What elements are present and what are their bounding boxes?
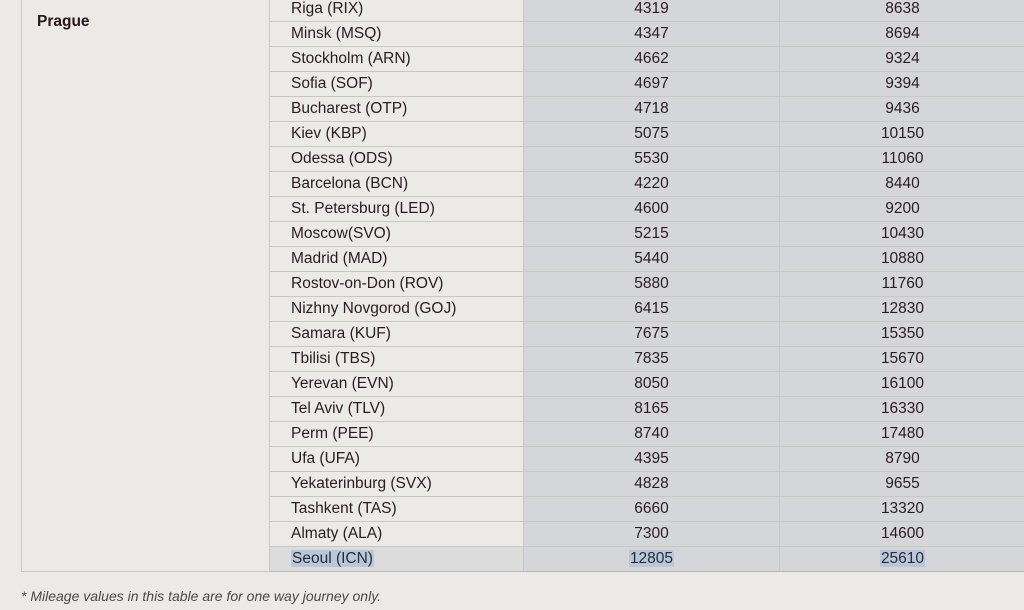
- destination-cell: Rostov-on-Don (ROV): [270, 272, 524, 297]
- mileage-cell-col1: [524, 547, 780, 572]
- mileage-cell-col1: 7675: [524, 322, 780, 347]
- mileage-cell-col2: 9655: [780, 472, 1024, 497]
- destination-cell: Tashkent (TAS): [270, 497, 524, 522]
- mileage-cell-col1: 4220: [524, 172, 780, 197]
- mileage-cell-col1: 6660: [524, 497, 780, 522]
- mileage-cell-col2: 16330: [780, 397, 1024, 422]
- mileage-cell-col1: 4718: [524, 97, 780, 122]
- mileage-cell-col2: 13320: [780, 497, 1024, 522]
- destination-cell: Minsk (MSQ): [270, 22, 524, 47]
- mileage-table: [21, 0, 1024, 572]
- destination-cell: Nizhny Novgorod (GOJ): [270, 297, 524, 322]
- destination-cell: Bucharest (OTP): [270, 97, 524, 122]
- destination-cell: Almaty (ALA): [270, 522, 524, 547]
- destination-cell: Odessa (ODS): [270, 147, 524, 172]
- origin-city-cell: Prague: [22, 0, 270, 572]
- selected-text: Seoul (ICN): [292, 550, 373, 567]
- mileage-cell-col1: 6415: [524, 297, 780, 322]
- destination-cell: Yekaterinburg (SVX): [270, 472, 524, 497]
- destination-cell: Moscow(SVO): [270, 222, 524, 247]
- mileage-cell-col1: 8165: [524, 397, 780, 422]
- mileage-cell-col2: 9436: [780, 97, 1024, 122]
- destination-cell: Tel Aviv (TLV): [270, 397, 524, 422]
- destination-cell: St. Petersburg (LED): [270, 197, 524, 222]
- mileage-cell-col2: 8694: [780, 22, 1024, 47]
- destination-cell: Ufa (UFA): [270, 447, 524, 472]
- mileage-cell-col2: 8790: [780, 447, 1024, 472]
- mileage-cell-col2: 9200: [780, 197, 1024, 222]
- destination-cell: Samara (KUF): [270, 322, 524, 347]
- destination-cell: Perm (PEE): [270, 422, 524, 447]
- selected-text: 12805: [629, 550, 674, 567]
- mileage-cell-col2: 8440: [780, 172, 1024, 197]
- selected-text: 25610: [880, 550, 925, 567]
- mileage-cell-col2: 11760: [780, 272, 1024, 297]
- mileage-cell-col1: 4600: [524, 197, 780, 222]
- mileage-cell-col2: 12830: [780, 297, 1024, 322]
- mileage-cell-col2: 9394: [780, 72, 1024, 97]
- destination-cell: Barcelona (BCN): [270, 172, 524, 197]
- mileage-cell-col2: 11060: [780, 147, 1024, 172]
- mileage-cell-col2: 14600: [780, 522, 1024, 547]
- mileage-table-container: [21, 0, 1009, 572]
- mileage-cell-col1: 5075: [524, 122, 780, 147]
- mileage-cell-col1: 4347: [524, 22, 780, 47]
- mileage-cell-col1: 4697: [524, 72, 780, 97]
- mileage-cell-col2: 10880: [780, 247, 1024, 272]
- destination-cell: [270, 547, 524, 572]
- mileage-cell-col2: 15350: [780, 322, 1024, 347]
- destination-cell: Stockholm (ARN): [270, 47, 524, 72]
- mileage-cell-col1: 7300: [524, 522, 780, 547]
- mileage-cell-col1: 8050: [524, 372, 780, 397]
- mileage-cell-col1: 5440: [524, 247, 780, 272]
- mileage-cell-col1: 5215: [524, 222, 780, 247]
- mileage-cell-col1: 4319: [524, 0, 780, 22]
- mileage-cell-col2: 10150: [780, 122, 1024, 147]
- mileage-cell-col2: 17480: [780, 422, 1024, 447]
- destination-cell: Kiev (KBP): [270, 122, 524, 147]
- mileage-table-body: [22, 0, 1024, 572]
- mileage-cell-col1: 4828: [524, 472, 780, 497]
- mileage-cell-col2: [780, 547, 1024, 572]
- table-row: [22, 0, 1024, 22]
- mileage-cell-col1: 4395: [524, 447, 780, 472]
- destination-cell: Tbilisi (TBS): [270, 347, 524, 372]
- mileage-cell-col1: 4662: [524, 47, 780, 72]
- mileage-cell-col1: 5530: [524, 147, 780, 172]
- mileage-cell-col2: 16100: [780, 372, 1024, 397]
- mileage-cell-col1: 8740: [524, 422, 780, 447]
- destination-cell: Yerevan (EVN): [270, 372, 524, 397]
- mileage-cell-col2: 8638: [780, 0, 1024, 22]
- destination-cell: Riga (RIX): [270, 0, 524, 22]
- mileage-cell-col2: 15670: [780, 347, 1024, 372]
- destination-cell: Sofia (SOF): [270, 72, 524, 97]
- destination-cell: Madrid (MAD): [270, 247, 524, 272]
- mileage-cell-col1: 5880: [524, 272, 780, 297]
- footnote: * Mileage values in this table are for one way journey only.: [21, 588, 382, 604]
- mileage-cell-col2: 10430: [780, 222, 1024, 247]
- mileage-cell-col2: 9324: [780, 47, 1024, 72]
- mileage-cell-col1: 7835: [524, 347, 780, 372]
